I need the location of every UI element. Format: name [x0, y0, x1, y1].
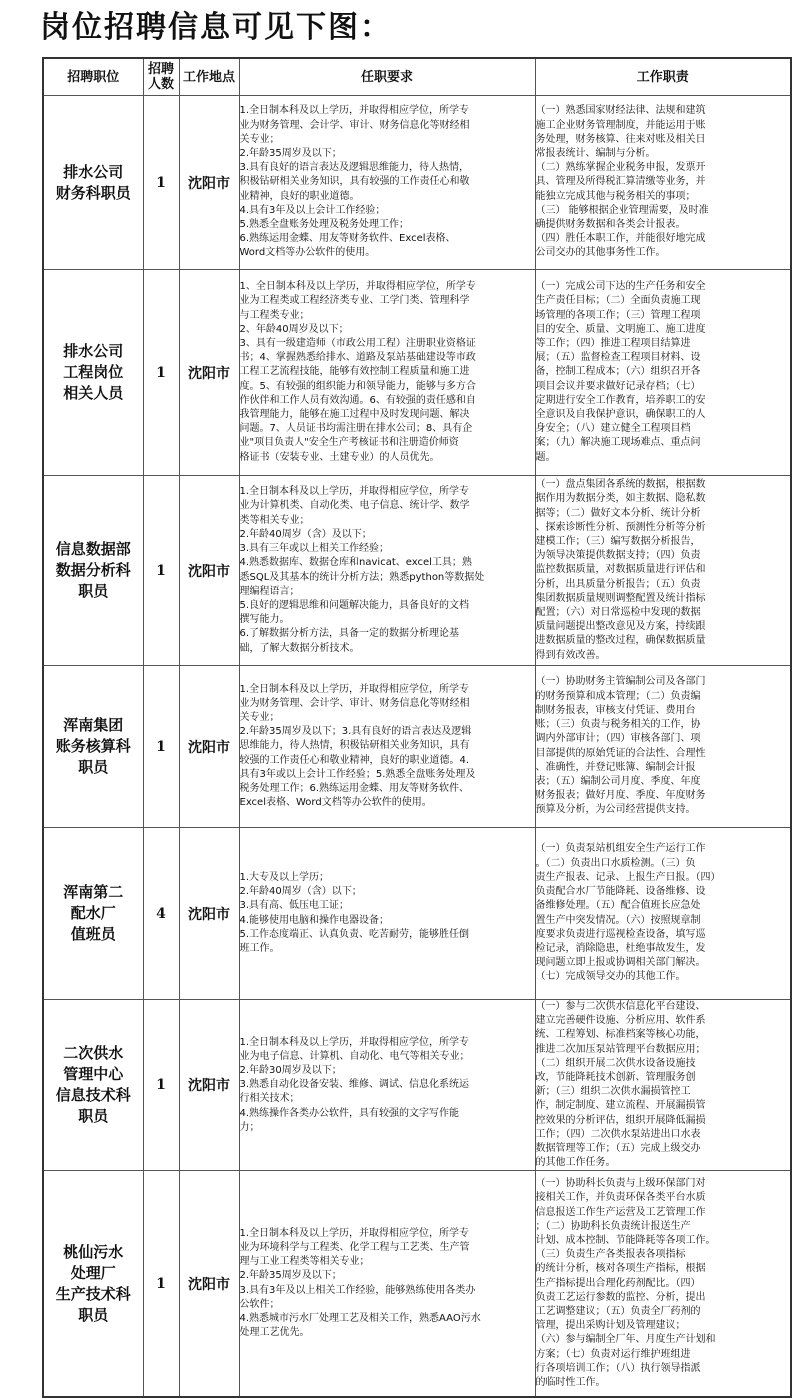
location-cell: 沈阳市: [179, 666, 239, 828]
duty-line: 控效果的分析评估，组织开展降低漏损: [535, 1114, 706, 1126]
duty-line: 目部提供的原始凭证的合法性、合理性: [535, 747, 706, 759]
requirement-line: 工程工艺流程技能，能够有效控制工程质量和施工进: [239, 366, 470, 378]
duty-line: 账；（三）负责与税务相关的工作，协: [535, 719, 701, 731]
requirement-line: 较强的工作责任心和敬业精神，良好的职业道德。4.: [239, 754, 470, 766]
requirement-line: 1.全日制本科及以上学历，并取得相应学位，所学专: [239, 1227, 470, 1239]
duties-cell: [535, 1000, 791, 1171]
table-row: [43, 476, 791, 666]
requirement-line: 1、全日制本科及以上学历，并取得相应学位，所学专: [239, 281, 476, 293]
location-cell: 沈阳市: [179, 828, 239, 1000]
duty-line: 工作；（四）二次供水泵站进出口水表: [535, 1128, 701, 1140]
duty-line: 监控数据质量，对数据质量进行评估和: [535, 564, 706, 576]
duty-line: 据等；（二）做好文本分析、统计分析: [535, 507, 701, 519]
duties-cell: [535, 828, 791, 1000]
recruitment-table-wrapper: [42, 57, 790, 1398]
duty-line: 能独立完成其他与税务相关的事项；: [535, 190, 696, 202]
duty-line: 集团数据质量规则调整配置及统计指标: [535, 592, 706, 604]
requirement-line: 业为财务管理、会计学、审计、财务信息化等财经相: [239, 119, 470, 131]
duty-line: （三） 能够根据企业管理需要，及时准: [535, 204, 709, 216]
duty-line: 生产责任目标；（二）全面负责施工现: [535, 295, 701, 307]
duty-line: 。（二）负责出口水质检测。（三）负: [535, 857, 696, 869]
duties-cell: [535, 1171, 791, 1397]
requirement-line: 撰写能力。: [239, 614, 290, 626]
position-cell: 浑南第二 配水厂 值班员: [43, 828, 143, 1000]
duty-line: （一）熟悉国家财经法律、法规和建筑: [535, 105, 706, 117]
requirement-line: 格证书（安装专业、土建专业）的人员优先。: [239, 451, 440, 463]
duty-line: 进数据质量的整改过程，确保数据质量: [535, 635, 706, 647]
duty-line: 备维修处理。（五）配合值班长应急处: [535, 900, 701, 912]
duty-line: 得到有效改善。: [535, 649, 606, 661]
table-row: [43, 828, 791, 1000]
requirement-line: 与工程类专业；: [239, 309, 310, 321]
table-row: [43, 96, 791, 270]
requirement-line: 3.具有高、低压电工证；: [239, 900, 350, 912]
table-row: [43, 1000, 791, 1171]
requirements-cell: [239, 96, 535, 270]
duty-line: 建立完善硬件设施、分析应用、软件系: [535, 1015, 706, 1027]
requirement-line: 3.熟悉自动化设备安装、维修、调试、信息化系统运: [239, 1079, 470, 1091]
requirement-line: 3.具有三年或以上相关工作经验；: [239, 543, 390, 555]
duty-line: 项目会议并要求做好记录存档；（七）: [535, 380, 701, 392]
duty-line: 质量问题提出整改意见及方案，持续跟: [535, 621, 706, 633]
duty-line: 责生产报表、记录、上报生产日报。（四）: [535, 871, 721, 883]
duty-line: （一）协助财务主管编制公司及各部门: [535, 676, 706, 688]
duty-line: （一）盘点集团各系统的数据，根据数: [535, 479, 706, 491]
duty-line: 预算及分析，为公司经营提供支持。: [535, 804, 696, 816]
requirement-line: 2.年龄40周岁（含）及以下；: [239, 528, 372, 540]
duty-line: （一）负责泵站机组安全生产运行工作: [535, 843, 706, 855]
duty-line: （四）胜任本职工作，并能很好地完成: [535, 233, 706, 245]
requirement-line: 2.年龄35周岁及以下；3.具有良好的语言表达及逻辑: [239, 726, 472, 738]
location-cell: 沈阳市: [179, 270, 239, 476]
requirements-cell: [239, 666, 535, 828]
headcount-cell: 1: [143, 270, 179, 476]
headcount-cell: 1: [143, 666, 179, 828]
requirement-line: 业精神，良好的职业道德。: [239, 190, 360, 202]
requirement-line: 业为计算机类、自动化类、电子信息、统计学、数学: [239, 500, 470, 512]
position-cell: 排水公司 财务科职员: [43, 96, 143, 270]
duty-line: 建模工作；（三）编写数据分析报告，: [535, 535, 701, 547]
requirement-line: 班工作。: [239, 942, 280, 954]
requirement-line: Word文档等办公软件的使用。: [239, 247, 376, 259]
requirement-line: 力；: [239, 1121, 260, 1133]
header-count: 招聘人数: [143, 58, 179, 96]
duty-line: （七）完成领导交办的其他工作。: [535, 971, 686, 983]
requirement-line: 3.具有3年及以上相关工作经验，能够熟练使用各类办: [239, 1284, 476, 1296]
header-location: 工作地点: [179, 58, 239, 96]
headcount-cell: 1: [143, 1000, 179, 1171]
duty-line: 统、工程筹划、标准档案等核心功能，: [535, 1029, 706, 1041]
duty-line: 、探索诊断性分析、预测性分析等分析: [535, 521, 706, 533]
duty-line: ；（二）协助科长负责统计报送生产: [535, 1220, 691, 1232]
duty-line: （六）参与编制全厂年、月度生产计划和: [535, 1334, 716, 1346]
headcount-cell: 4: [143, 828, 179, 1000]
requirement-line: 1.全日制本科及以上学历，并取得相应学位，所学专: [239, 683, 470, 695]
duty-line: （一）协助科长负责与上级环保部门对: [535, 1178, 706, 1190]
duty-line: 等工作；（四）推进工程项目结算进: [535, 337, 691, 349]
requirement-line: 6.了解数据分析方法，具备一定的数据分析理论基: [239, 628, 460, 640]
requirement-line: 3.具有良好的语言表达及逻辑思维能力，待人热情，: [239, 162, 470, 174]
duty-line: 新；（三）组织二次供水漏损管控工: [535, 1086, 691, 1098]
duty-line: 的其他工作任务。: [535, 1157, 616, 1169]
requirement-line: 理编程语言；: [239, 585, 300, 597]
duty-line: 工艺调整建议；（五）负责全厂药剂的: [535, 1305, 701, 1317]
duty-line: 方案；（七）负责对运行维护班组进: [535, 1348, 691, 1360]
requirement-line: 1.全日制本科及以上学历，并取得相应学位，所学专: [239, 105, 470, 117]
requirement-line: 2.年龄35周岁及以下；: [239, 147, 342, 159]
requirement-line: 4.具有3年及以上会计工作经验；: [239, 204, 386, 216]
requirement-line: 问题。7、人员证书均需注册在排水公司；8、具有企: [239, 423, 473, 435]
duty-line: 具、管理及所得税汇算清缴等业务，并: [535, 176, 706, 188]
duty-line: 据作用为数据分类，如主数据、隐私数: [535, 493, 706, 505]
duty-line: 的临时性工作。: [535, 1377, 606, 1388]
duty-line: 行各项培训工作；（八）执行领导指派: [535, 1362, 701, 1374]
table-header-row: [43, 58, 791, 96]
table-row: [43, 1171, 791, 1397]
requirement-line: 理与工业工程类等相关专业；: [239, 1256, 370, 1268]
duty-line: 题。: [535, 451, 556, 463]
location-cell: 沈阳市: [179, 1171, 239, 1397]
requirement-line: 关专业；: [239, 133, 280, 145]
requirement-line: 2、年龄40周岁及以下；: [239, 323, 349, 335]
duty-line: 公司交办的其他事务性工作。: [535, 247, 666, 259]
requirement-line: 具有3年或以上会计工作经验；5.熟悉全盘账务处理及: [239, 768, 476, 780]
duty-line: 目的安全、质量、文明施工、施工进度: [535, 323, 706, 335]
requirements-cell: [239, 476, 535, 666]
headcount-cell: 1: [143, 96, 179, 270]
duty-line: 推进二次加压泵站管理平台数据应用；: [535, 1043, 706, 1055]
duty-line: 配置；（六）对日常巡检中发现的数据: [535, 607, 701, 618]
requirement-line: 1.全日制本科及以上学历，并取得相应学位，所学专: [239, 1036, 470, 1048]
page-title: 岗位招聘信息可见下图：: [40, 10, 392, 45]
duty-line: 展；（五）监督检查工程项目材料、设: [535, 352, 701, 364]
requirement-line: 业"项目负责人"安全生产考核证书和注册造价师资: [239, 437, 459, 449]
location-cell: 沈阳市: [179, 96, 239, 270]
table-row: [43, 666, 791, 828]
requirement-line: 6.熟练运用金蝶、用友等财务软件、Excel表格、: [239, 233, 456, 245]
duties-cell: [535, 270, 791, 476]
duty-line: （二）组织开展二次供水设备设施技: [535, 1057, 696, 1069]
duty-line: 数据管理等工作；（五）完成上级交办: [535, 1143, 701, 1155]
duty-line: 负责工艺运行参数的监控、分析，提出: [535, 1291, 706, 1303]
duty-line: 身安全；（八）建立健全工程项目档: [535, 423, 691, 435]
duty-line: 、准确性，并登记账簿、编制会计报: [535, 761, 696, 773]
header-position: 招聘职位: [43, 58, 143, 96]
duty-line: 制财务报表，审核支付凭证、费用台: [535, 704, 696, 716]
requirement-line: 行相关技术；: [239, 1093, 300, 1105]
duty-line: 确提供财务数据和各类会计报表。: [535, 219, 686, 230]
headcount-cell: 1: [143, 476, 179, 666]
requirement-line: 我管理能力，能够在施工过程中及时发现问题、解决: [239, 409, 470, 420]
requirement-line: 2.年龄40周岁（含）以下；: [239, 886, 362, 898]
requirement-line: 业为环境科学与工程类、化学工程与工艺类、生产管: [239, 1242, 470, 1254]
requirement-line: 关专业；: [239, 711, 280, 723]
requirement-line: 积极钻研相关业务知识，具有较强的工作责任心和敬: [239, 176, 470, 188]
duty-line: 定期进行安全工作教育，培养职工的安: [535, 394, 706, 406]
duty-line: （三）负责生产各类报表各项指标: [535, 1249, 686, 1261]
position-cell: 桃仙污水 处理厂 生产技术科 职员: [43, 1171, 143, 1397]
requirement-line: 2.年龄30周岁及以下；: [239, 1064, 342, 1076]
requirements-cell: [239, 828, 535, 1000]
duty-line: 计划、成本控制、节能降耗等各项工作。: [535, 1234, 716, 1246]
duty-line: 负责配合水厂节能降耗、设备维修、设: [535, 886, 706, 898]
duty-line: 场管理的各项工作；（三）管理工程项: [535, 309, 701, 321]
location-cell: 沈阳市: [179, 1000, 239, 1171]
requirement-line: 4.熟悉数据库、数据仓库和navicat、excel工具；熟: [239, 557, 472, 569]
duty-line: 表；（五）编制公司月度、季度、年度: [535, 775, 701, 787]
header-duties: 工作职责: [535, 58, 791, 96]
duty-line: （一）参与二次供水信息化平台建设、: [535, 1001, 706, 1012]
requirements-cell: [239, 270, 535, 476]
duty-line: （一）完成公司下达的生产任务和安全: [535, 281, 706, 293]
position-cell: 排水公司 工程岗位 相关人员: [43, 270, 143, 476]
requirement-line: 4.熟悉城市污水厂处理工艺及相关工作，熟悉AAO污水: [239, 1313, 481, 1325]
requirement-line: 4.能够使用电脑和操作电器设备；: [239, 914, 390, 926]
requirement-line: Excel表格、Word文档等办公软件的使用。: [239, 797, 432, 809]
requirements-cell: [239, 1000, 535, 1171]
duty-line: 的财务预算和成本管理；（二）负责编: [535, 690, 701, 702]
table-row: [43, 270, 791, 476]
table-body: [43, 96, 791, 1397]
requirement-line: 5.熟悉全盘账务处理及税务处理工作；: [239, 219, 410, 230]
requirement-line: 5.良好的逻辑思维和问题解决能力，具备良好的文档: [239, 599, 470, 611]
duty-line: 务处理，财务核算、往来对账及相关日: [535, 133, 706, 145]
duty-line: 为领导决策提供数据支持；（四）负责: [535, 550, 701, 562]
location-cell: 沈阳市: [179, 476, 239, 666]
requirement-line: 2.年龄35周岁及以下；: [239, 1270, 342, 1282]
header-requirements: 任职要求: [239, 58, 535, 96]
duty-line: 生产指标提出合理化药剂配比。（四）: [535, 1277, 701, 1289]
requirement-line: 础，了解大数据分析技术。: [239, 642, 360, 654]
position-cell: 浑南集团 账务核算科 职员: [43, 666, 143, 828]
duty-line: 信息报送工作生产运营及工艺管理工作: [535, 1206, 706, 1218]
duty-line: 度要求负责进行巡视检查设备，填写巡: [535, 928, 706, 940]
duty-line: 作，制定制度、建立流程、开展漏损管: [535, 1100, 706, 1112]
requirement-line: 类等相关专业；: [239, 514, 310, 526]
requirement-line: 公软件；: [239, 1298, 280, 1310]
requirement-line: 5.工作态度端正、认真负责、吃苦耐劳，能够胜任倒: [239, 928, 470, 940]
duty-line: 改，节能降耗技术创新、管理服务创: [535, 1072, 696, 1084]
requirement-line: 3、具有一级建造师（市政公用工程）注册职业资格证: [239, 337, 476, 349]
duty-line: 财务报表；做好月度、季度、年度财务: [535, 790, 706, 802]
position-cell: 信息数据部 数据分析科 职员: [43, 476, 143, 666]
duties-cell: [535, 666, 791, 828]
requirements-cell: [239, 1171, 535, 1397]
duty-line: 管理，提出采购计划及管理建议；: [535, 1320, 686, 1332]
position-cell: 二次供水 管理中心 信息技术科 职员: [43, 1000, 143, 1171]
requirement-line: 书；4、掌握熟悉给排水、道路及泵站基础建设等市政: [239, 352, 476, 364]
duties-cell: [535, 476, 791, 666]
requirement-line: 业为工程类或工程经济类专业、工学门类、管理科学: [239, 295, 470, 307]
recruitment-table: [42, 57, 792, 1398]
duty-line: （二）熟练掌握企业税务申报，发票开: [535, 162, 706, 174]
duty-line: 案；（九）解决施工现场难点、重点问: [535, 437, 701, 449]
requirement-line: 业为电子信息、计算机、自动化、电气等相关专业；: [239, 1050, 470, 1062]
requirement-line: 作伙伴和工作人员有效沟通。6、有较强的责任感和自: [239, 394, 476, 406]
duty-line: 调内外部审计；（四）审核各部门、项: [535, 733, 701, 745]
duty-line: 全意识及自我保护意识，确保职工的人: [535, 409, 706, 420]
requirement-line: 1.全日制本科及以上学历，并取得相应学位，所学专: [239, 486, 470, 498]
requirement-line: 悉SQL及其基本的统计分析方法；熟悉python等数据处: [239, 571, 485, 583]
requirement-line: 处理工艺优先。: [239, 1327, 310, 1339]
duty-line: 接相关工作，并负责环保各类平台水质: [535, 1192, 706, 1204]
duty-line: 备，控制工程成本；（六）组织召开各: [535, 366, 701, 378]
duty-line: 常报表统计、编制与分析。: [535, 147, 656, 159]
requirement-line: 4.熟练操作各类办公软件，具有较强的文字写作能: [239, 1107, 460, 1119]
duty-line: 置生产中突发情况。（六）按照规章制: [535, 914, 701, 926]
duty-line: 分析，出具质量分析报告；（五）负责: [535, 578, 701, 590]
headcount-cell: 1: [143, 1171, 179, 1397]
duty-line: 现问题立即上报或协调相关部门解决。: [535, 957, 706, 969]
requirement-line: 税务处理工作；6.熟练运用金蝶、用友等财务软件、: [239, 783, 470, 794]
requirement-line: 业为财务管理、会计学、审计、财务信息化等财经相: [239, 697, 470, 709]
duties-cell: [535, 96, 791, 270]
requirement-line: 思维能力，待人热情，积极钻研相关业务知识，具有: [239, 740, 470, 752]
requirement-line: 1.大专及以上学历；: [239, 871, 330, 883]
duty-line: 的统计分析，核对各项生产指标，根据: [535, 1263, 706, 1275]
requirement-line: 度。5、有较强的组织能力和领导能力，能够与多方合: [239, 380, 476, 392]
duty-line: 检记录，消除隐患，杜绝事故发生，发: [535, 942, 706, 954]
duty-line: 施工企业财务管理制度，并能运用于账: [535, 119, 706, 131]
